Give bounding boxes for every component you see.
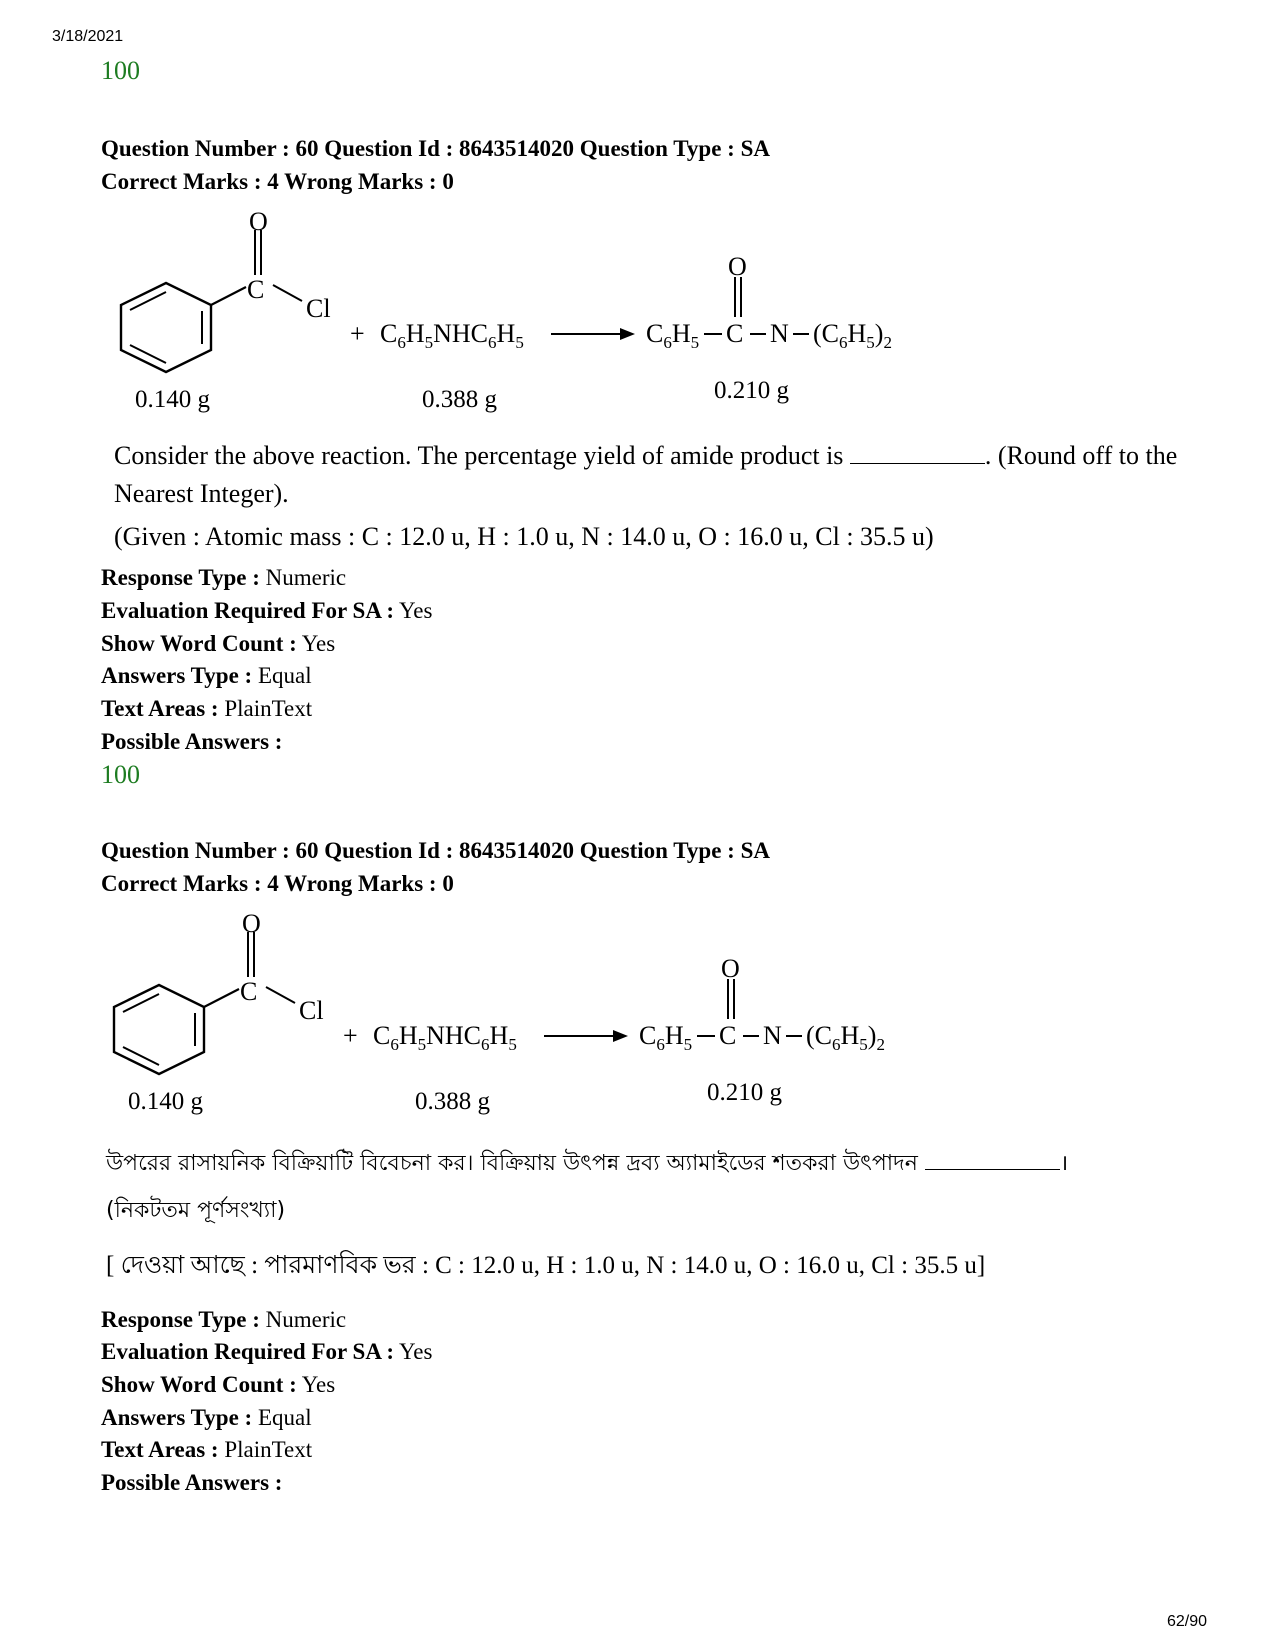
product-diphenyl: $(C_6H_5)_2$ [806, 1021, 885, 1054]
reagent-formula: $C_6H_5NHC_6H_5$ [373, 1021, 517, 1054]
mass-reagent: 0.388 g [422, 386, 497, 413]
field-show-word-count: Show Word Count : Yes [101, 631, 336, 656]
question-text: Consider the above reaction. The percentage yield of amide product is . (Round off to the Nearest Integer). [114, 441, 1178, 508]
product-nitrogen: N [770, 319, 789, 348]
product-diphenyl: $(C_6H_5)_2$ [813, 319, 892, 352]
product-nitrogen: N [763, 1021, 782, 1050]
field-show-word-count: Show Word Count : Yes [101, 1372, 336, 1397]
benzene-ring [121, 283, 211, 372]
question-given-data: (Given : Atomic mass : C : 12.0 u, H : 1.0 u, N : 14.0 u, O : 16.0 u, Cl : 35.5 u) [114, 522, 934, 551]
arrow-head [613, 1030, 628, 1042]
field-response-type: Response Type : Numeric [101, 1307, 347, 1332]
product-oxygen: O [721, 954, 740, 983]
plus-sign: + [350, 319, 365, 348]
c-cl-bond [273, 285, 302, 301]
field-evaluation-required: Evaluation Required For SA : Yes [101, 598, 433, 623]
question-given-data: [ দেওয়া আছে : পারমাণবিক ভর : C : 12.0 u, H : 1.0 u, N : 14.0 u, O : 16.0 u, Cl : 35.5 u] [106, 1252, 986, 1279]
field-evaluation-required: Evaluation Required For SA : Yes [101, 1339, 433, 1364]
ring-double-bond [123, 994, 159, 1012]
reaction-svg [111, 907, 971, 1137]
field-text-areas: Text Areas : PlainText [101, 696, 313, 721]
c-cl-bond [266, 987, 295, 1003]
question-header-line1: Question Number : 60 Question Id : 8643514020 Question Type : SA [101, 136, 770, 161]
field-response-type: Response Type : Numeric [101, 565, 347, 590]
reagent-formula: $C_6H_5NHC_6H_5$ [380, 319, 524, 352]
product-carbon: C [719, 1021, 737, 1050]
ring-carbonyl-bond [204, 989, 239, 1007]
ring-double-bond [123, 1047, 159, 1065]
plus-sign: + [343, 1021, 358, 1050]
field-answers-type: Answers Type : Equal [101, 663, 312, 688]
question-header-line2: Correct Marks : 4 Wrong Marks : 0 [101, 169, 454, 194]
product-carbon: C [726, 319, 744, 348]
print-date: 3/18/2021 [52, 28, 124, 45]
question-rounding-note: (নিকটতম পূর্ণসংখ্যা) [106, 1198, 286, 1223]
reactant-oxygen: O [242, 909, 261, 938]
question-header-line1: Question Number : 60 Question Id : 8643514020 Question Type : SA [101, 838, 770, 863]
page-number: 62/90 [1167, 1613, 1208, 1630]
reaction-scheme [118, 205, 978, 435]
arrow-head [620, 328, 635, 340]
mass-reagent: 0.388 g [415, 1088, 490, 1115]
product-oxygen: O [728, 252, 747, 281]
answer-blank [850, 443, 985, 464]
mass-product: 0.210 g [707, 1079, 782, 1106]
ring-double-bond [130, 292, 166, 310]
question-text: উপরের রাসায়নিক বিক্রিয়াটি বিবেচনা কর। বিক্রিয়ায় উৎপন্ন দ্রব্য অ্যামাইডের শতকরা উৎপাদন । [106, 1151, 1069, 1176]
product-phenyl: $C_6H_5$ [639, 1021, 693, 1054]
reactant-oxygen: O [249, 207, 268, 236]
reactant-chlorine: Cl [299, 996, 324, 1025]
ring-double-bond [130, 345, 166, 363]
reaction-scheme [111, 907, 971, 1137]
reactant-carbon: C [240, 977, 258, 1006]
mass-reactant: 0.140 g [128, 1088, 203, 1115]
product-phenyl: $C_6H_5$ [646, 319, 700, 352]
field-possible-answers: Possible Answers : [101, 729, 283, 754]
question-header-line2: Correct Marks : 4 Wrong Marks : 0 [101, 871, 454, 896]
reactant-chlorine: Cl [306, 294, 331, 323]
field-possible-answers: Possible Answers : [101, 1470, 283, 1495]
previous-possible-answer: 100 [101, 56, 140, 85]
reaction-svg [118, 205, 978, 435]
reactant-carbon: C [247, 275, 265, 304]
mass-product: 0.210 g [714, 377, 789, 404]
field-answers-type: Answers Type : Equal [101, 1405, 312, 1430]
answer-blank [925, 1149, 1060, 1170]
ring-carbonyl-bond [211, 287, 246, 305]
mass-reactant: 0.140 g [135, 386, 210, 413]
field-text-areas: Text Areas : PlainText [101, 1437, 313, 1462]
possible-answer-value: 100 [101, 760, 140, 789]
benzene-ring [114, 985, 204, 1074]
